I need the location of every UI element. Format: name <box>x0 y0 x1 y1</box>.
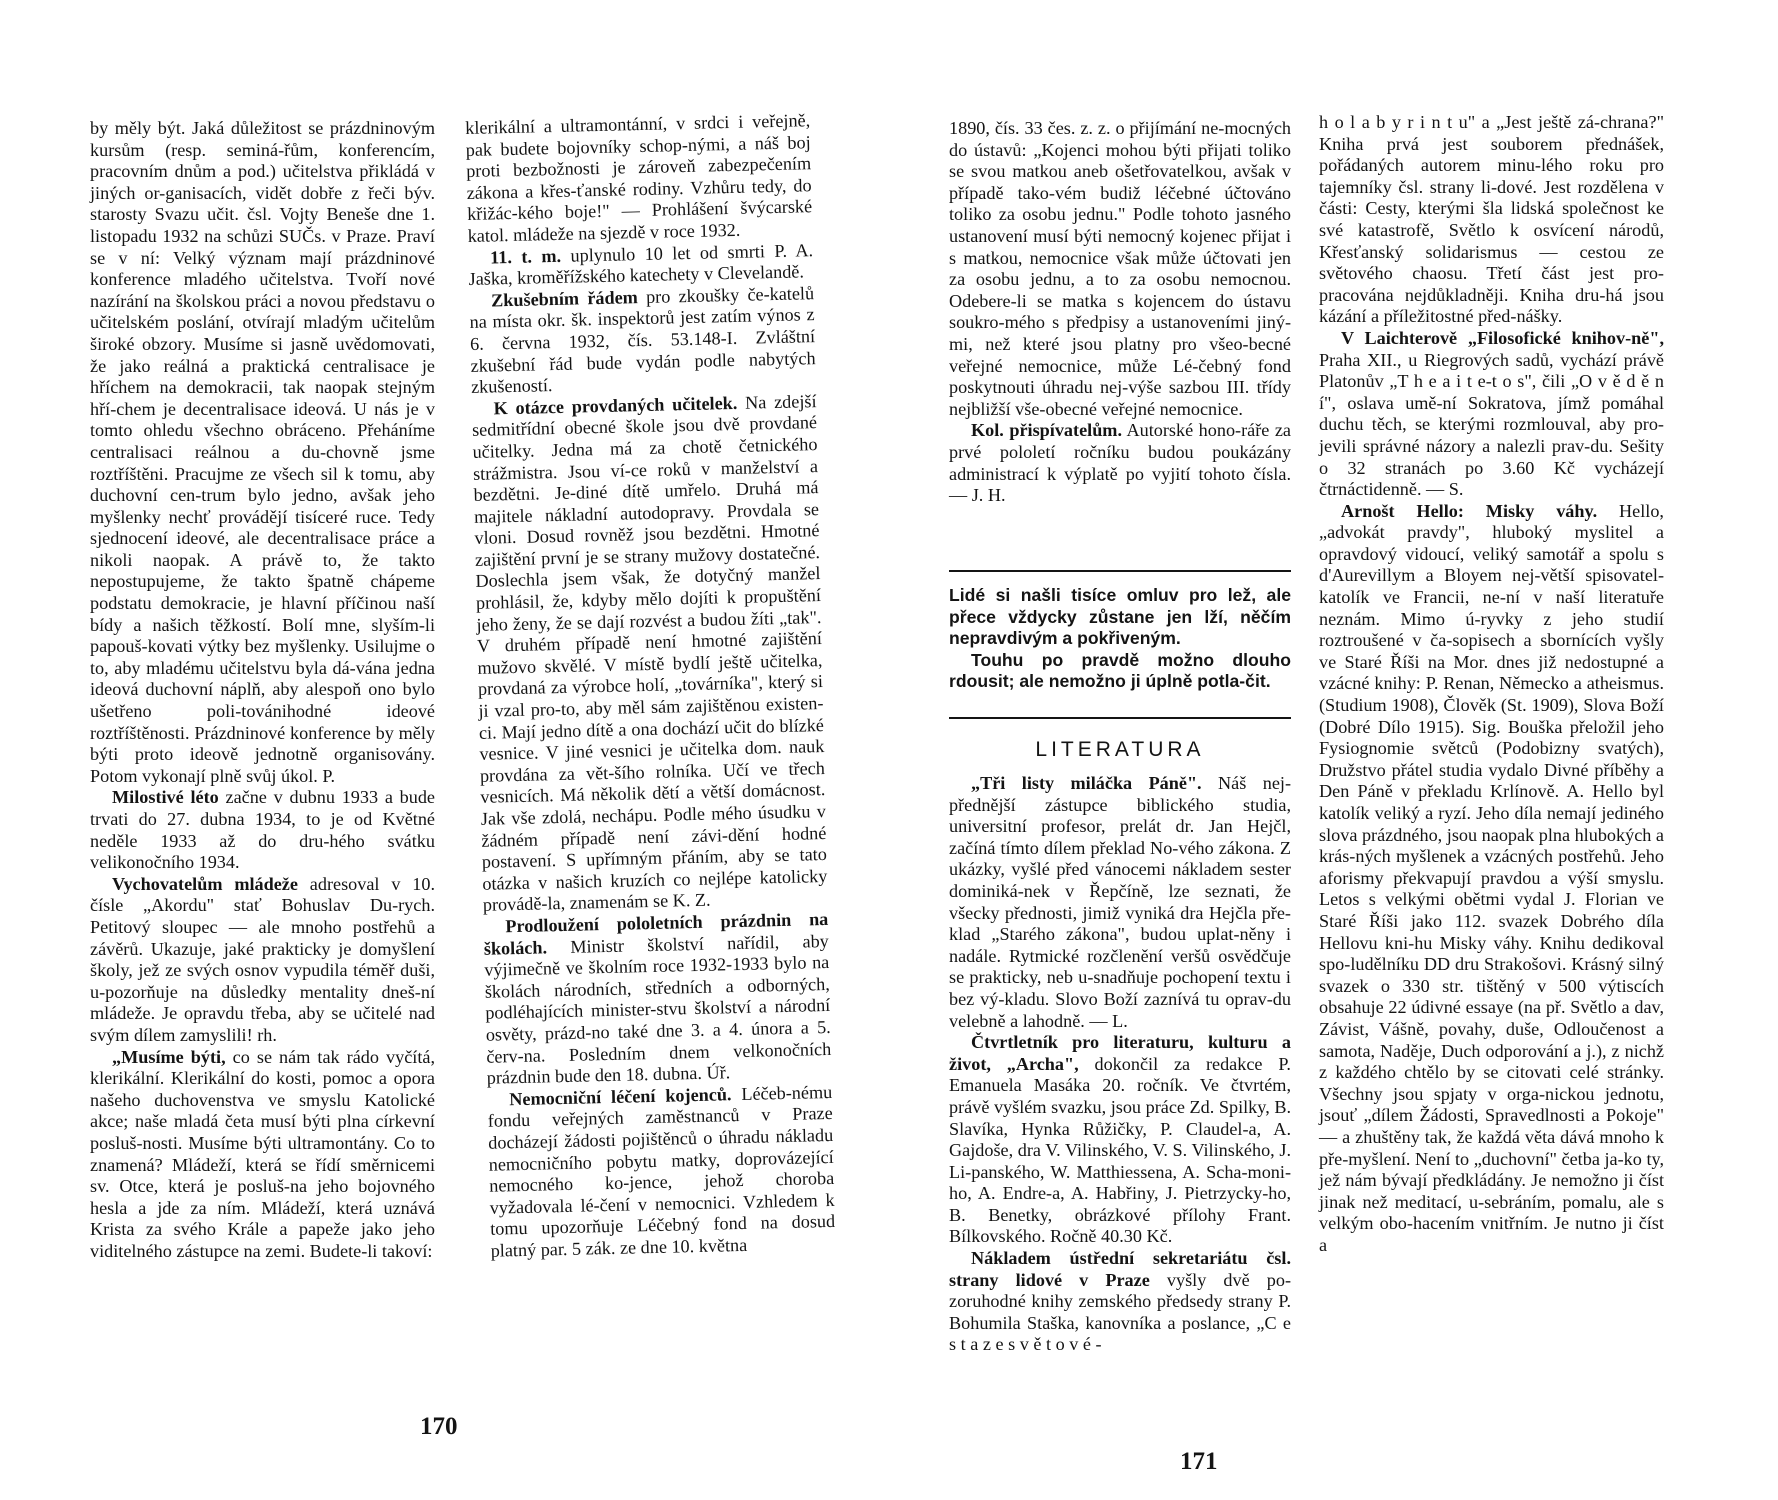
paragraph-heading: Nákladem ústřední sekretariátu čsl. strany lidové v Praze <box>949 1248 1291 1290</box>
right-page-column-2 <box>1319 112 1664 1256</box>
paragraph-text: dokončil za redakce P. Emanuela Masáka 20. ročník. Ve čtvrtém, právě vyšlém svazku, jsou práce Zd. Spilky, B. Slavíka, Hynka Růžičky, P. Claudel-a, A. Gajdoše, dra V. Vilinského, V. S. Vilinského, J. Li-panského, W. Matthiessena, A. Scha-moni-ho, A. Endre-a, A. Habřiny, J. Pietrzycky-ho, B. Benetky, obrázkové přílohy Frant. Bílkovského. Ročně 40.30 Kč. <box>949 1053 1291 1247</box>
paragraph <box>471 391 828 917</box>
paragraph-text: co se nám tak rádo vyčítá, klerikální. Klerikální do kosti, pomoc a opora našeho duchovenstva ve smyslu Katolické akce; naše mladá četa musí býti plna církevní posluš-nosti. Musíme býti ultramontány. Co to znamená? Mládeží, která se řídí směrnicemi sv. Otce, která je posluš-na jeho bojovného hesla a jde za ním. Mládeží, která uznává Krista za svého Krále a papeže jako jeho viditelného zástupce na zemi. Budete-li takoví: <box>90 1046 435 1261</box>
paragraph-heading: 11. t. m. <box>489 245 562 268</box>
paragraph <box>949 773 1291 1032</box>
paragraph-heading: Čtvrtletník pro literaturu, kulturu a život, „Archa", <box>949 1032 1291 1074</box>
paragraph <box>949 1032 1291 1248</box>
paragraph <box>487 1082 836 1263</box>
paragraph-heading: Kol. přispívatelům. <box>971 420 1123 441</box>
paragraph <box>1319 328 1664 501</box>
paragraph-heading: Zkušebním řádem <box>490 286 639 311</box>
paragraph-text: pro zkoušky če-katelů na místa okr. šk. inspektorů jest zatím výnos z 6. června 1932, čís. 53.148-I. Zvláštní zkušební řád bude vydán podle nabytých zkušeností. <box>469 282 816 398</box>
paragraph-heading: Arnošt Hello: Misky váhy. <box>1341 500 1598 521</box>
paragraph <box>90 787 435 873</box>
page-number-left: 170 <box>420 1413 458 1440</box>
quote-top-rule <box>949 570 1291 572</box>
paragraph <box>949 1248 1291 1356</box>
paragraph-heading: Nemocniční léčení kojenců. <box>509 1083 732 1109</box>
paragraph <box>1319 501 1664 1257</box>
boxed-quote <box>949 585 1291 693</box>
paragraph-text: Praha XII., u Riegrových sadů, vychází právě Platonův „T h e a i t e-t o s", čili „O v ě d ě n í", oslava umě-ní Sokratova, jímž pomáhal duchu těch, se kterými rozmlouval, aby pro-jevili správné názory a nalezli prav-du. Sešity o 32 stranách po 3.60 Kč vycházejí čtrnáctidenně. — S. <box>1319 349 1664 500</box>
paragraph <box>465 110 813 247</box>
paragraph <box>469 283 816 399</box>
paragraph-heading: Vychovatelům mládeže <box>112 873 298 894</box>
paragraph-heading: V Laichterově „Filosofické knihov-ně", <box>1341 327 1664 348</box>
quote-line-2: Touhu po pravdě možno dlouho rdousit; ale nemožno ji úplně potla-čit. <box>949 649 1291 692</box>
page-number-right: 171 <box>1180 1448 1218 1475</box>
quote-bottom-rule <box>949 717 1291 719</box>
paragraph <box>483 909 832 1090</box>
paragraph-heading: Milostivé léto <box>112 787 219 808</box>
paragraph-heading: Prodloužení pololetních prázdnin na školách. <box>483 908 829 959</box>
paragraph-text: adresoval v 10. čísle „Akordu" stať Bohuslav Du-rych. Petitový sloupec — ale mnoho postřehů a závěrů. Ukazuje, jaké prakticky je domyšlení školy, jež ze svých osnov vypudila téměř duši, u-pozorňuje na důsledky mentality dneš-ní mládeže. Je opravdu třeba, aby se učitelé nad svým dílem zamyslili! rh. <box>90 873 435 1045</box>
paragraph <box>949 420 1291 506</box>
paragraph-text: vyšly dvě po-zoruhodné knihy zemského předsedy strany P. Bohumila Staška, kanovníka a poslance, „C e s t a z e s v ě t o v é - <box>949 1269 1291 1355</box>
right-page-column-1-bottom <box>949 773 1291 1356</box>
paragraph-heading: „Tři listy miláčka Páně". <box>971 773 1202 793</box>
paragraph-text: Náš nej-přednější zástupce biblického studia, universitní profesor, prelát dr. Jan Hejčl, začíná tímto dílem překlad No-vého zákona. Z ukázky, vyšlé před vánocemi nákladem sester dominiká-nek v Řepčíně, lze seznati, že všecky přednosti, jimiž vyniká dra Hejčla pře-klad „Starého zákona", budou uplat-něny i nadále. Rytmické rozčlenění veršů osvědčuje se prakticky, neb u-snadňuje pochopení textu i bez vý-kladu. Slovo Boží zaznívá tu oprav-du velebně a lahodně. — L. <box>949 773 1292 1031</box>
paragraph-text: Na zdejší sedmitřídní obecné škole jsou dvě provdané učitelky. Jedna má za chotě četnického strážmistra. Jsou ví-ce roků v manželství a bezdětni. Je-diné dítě umřelo. Druhá má majitele nákladní autodopravy. Provdala se vloni. Dosud rovněž jsou bezdětni. Hmotné zajištění první je se strany mužovy dostatečné. Doslechla jsem však, že dotyčný manžel prohlásil, že, kdyby mělo dojíti k propuštění jeho ženy, že se dají rozvést a budou žíti „tak". V druhém případě není hmotné zajištění mužovo skvělé. V místě bydlí ještě učitelka, provdaná za výrobce holí, „továrníka", který si ji vzal pro-to, aby měl sám zajištěnou existen-ci. Mají jedno dítě a ona dochází učit do blízké vesnice. V jiné vesnici je učitelka dom. nauk provdána za vět-šího rolníka. Učí ve třech vesnicích. Má několik dětí a větší domácnost. Jak vše zdolá, nechápu. Podle mého úsudku v žádném případě není závi-dění hodné postavení. S upřímným přáním, aby se tato otázka v našich kruzích co nejlépe katolicky provádě-la, znamenám se K. Z. <box>471 390 828 916</box>
paragraph <box>1319 112 1664 328</box>
paragraph <box>90 874 435 1047</box>
paragraph <box>90 1047 435 1263</box>
paragraph-text: h o l a b y r i n t u" a „Jest ještě zá-chrana?" Kniha prvá jest souborem přednášek, pořádaných autorem minu-lého roku pro tajemníky čsl. strany li-dové. Jest rozdělena v části: Cesty, kterými šla lidská společnost ke své katastrofě, Světlo k osvícení národů, Křesťanský solidarismus — cestou ze světového chaosu. Třetí část jest pro-pracována nejdůkladněji. Kniha dru-há jsou kázání a příležitostné před-nášky. <box>1319 112 1664 327</box>
paragraph-text: Ministr školství nařídil, aby výjimečně ve školním roce 1932-1933 bylo na školách národních, středních a odborných, podléhajících minister-stvu školství a národní osvěty, prázd-no také dne 3. a 4. února a 5. červ-na. Posledním dnem velkonočních prázdnin bude den 18. dubna. Úř. <box>484 930 832 1088</box>
quote-line-1: Lidé si našli tisíce omluv pro lež, ale přece vždycky zůstane jen lží, něčím nepravdivým a pokřiveným. <box>949 585 1291 649</box>
paragraph <box>90 118 435 787</box>
paragraph <box>949 118 1291 420</box>
left-page-column-1 <box>90 118 435 1262</box>
paragraph-text: klerikální a ultramontánní, v srdci i veřejně, pak budete bojovníky schop-nými, a náš boj proti bezbožnosti je zároveň zabezpečením zákona a křes-ťanské rodiny. Vzhůru tedy, do křižác-kého boje!" — Prohlášení švýcarské katol. mládeže na sjezdě v roce 1932. <box>465 110 813 246</box>
left-page-column-2 <box>465 110 836 1262</box>
paragraph-text: začne v dubnu 1933 a bude trvati do 27. dubna 1934, to je od Květné neděle 1933 až do dru-hého svátku velikonočního 1934. <box>90 787 435 873</box>
paragraph-heading: K otázce provdaných učitelek. <box>493 392 738 419</box>
right-page-column-1-top <box>949 118 1291 507</box>
paragraph-text: Léčeb-nému fondu veřejných zaměstnanců v Praze docházejí žádosti pojištěnců o úhradu nákladu nemocničního pobytu matky, doprovázející nemocného ko-jence, jehož choroba vyžadovala lé-čení v nemocnici. Vzhledem k tomu upozorňuje Léčebný fond na dosud platný par. 5 zák. ze dne 10. května <box>487 1081 836 1261</box>
paragraph-text: by měly být. Jaká důležitost se prázdninovým kursům (resp. seminá-řům, konferencím, pracovním dnům a pod.) učitelstva přikládá v jiných or-ganisacích, vidět dobře z řeči býv. starosty Svazu učit. čsl. Vojty Beneše dne 1. listopadu 1932 na schůzi SUČs. v Praze. Praví se v ní: Velký význam mají prázdninové konference mladého učitelstva. Tvoří nové nazírání na školskou práci a novou představu o učitelském poslání, otvírají mladým učitelům široké obzory. Musíme si jasně uvědomovati, že jako reálná a praktická centralisace je hříchem na demokracii, tak naopak stejným hří-chem je decentralisace ideová. U nás je v tomto ohledu všechno obráceno. Přeháníme centralisaci reálnou a du-chovně jsme roztříštěni. Pracujme ze všech sil k tomu, aby duchovní cen-trum bylo jedno, avšak jeho myšlenky nechť provádějí tisíceré ruce. Tedy sjednocení ideové, ale decentralisace práce a nikoli naopak. A právě to, že takto nepostupujeme, že takto špatně chápeme podstatu demokracie, je hlavní příčinou naší bídy a našich těžkostí. Bolí mne, slyším-li papouš-kovati výtky bez myšlenky. Usilujme o to, aby mladému učitelstvu byla dá-vána jedna ideová duchovní náplň, aby alespoň ono bylo ušetřeno poli-továnihodné ideové roztříštěnosti. Prázdninové konference by měly býti proto ideově jednotně organisovány. Potom vykonají plně svůj úkol. P. <box>90 118 435 786</box>
paragraph-heading: „Musíme býti, <box>112 1046 226 1067</box>
right-page <box>889 0 1778 1500</box>
paragraph-text: 1890, čís. 33 čes. z. z. o přijímání ne-mocných do ústavů: „Kojenci mohou býti přijati toliko se svou matkou aneb ošetřovatelkou, avšak v případě tako-vém budiž léčebné účtováno toliko za osobu jednu." Podle tohoto jasného ustanovení musí býti nemocný kojenec přijat i s matkou, nemocnice však může účtovati jen za osobu jednu, a to za osobu nemocnou. Odebere-li se matka s kojencem do ústavu soukro-mého s předpisy a ustanoveními jiný-mi, než které jsou platny pro všeo-becné veřejné nemocnice, může Lé-čebný fond poskytnouti úhradu nej-výše sazbou III. třídy nejbližší vše-obecné veřejné nemocnice. <box>949 118 1291 419</box>
paragraph-text: Autorské hono-ráře za prvé pololetí ročníku budou poukázány administrací k výplatě po vyjití tohoto čísla. — J. H. <box>949 420 1291 506</box>
section-title-literatura: LITERATURA <box>1035 738 1205 761</box>
paragraph-text: uplynulo 10 let od smrti P. A. Jaška, kroměřížského katechety v Clevelandě. <box>468 239 814 290</box>
paragraph-text: Hello, „advokát pravdy", hluboký myslitel a opravdový vidoucí, veliký samotář a spolu s d'Aurevillym a Bloyem nej-větší spisovatel-katolík ve Francii, ne-ní v naší literatuře neznám. Mimo ú-ryvky z jeho studií roztroušené v ča-sopisech a sbornících vyšly ve Staré Říši na Mor. dnes již nedostupné a vzácné knihy: P. Renan, Německo a atheismus. (Studium 1908), Člověk (St. 1909), Slova Boží (Dobré Dílo 1915). Sig. Bouška přeložil jeho Fysiognomie světců (Podobizny svatých), Družstvo přátel studia vydalo Divné příběhy a Den Páně v překladu Krlínově. A. Hello byl katolík veliký a ryzí. Jeho díla nemají jediného slova prázdného, jsou naopak plna hlubokých a krás-ných myšlenek a vzácných postřehů. Jeho aforismy překvapují pravdou a výší smyslu. Letos s velkými obětmi vydal J. Florian ve Staré Říši jako 112. svazek Dobrého díla Hellovu kni-hu Misky váhy. Knihu dedikoval spo-ludělníku DD dru Strakošovi. Krásný silný svazek o 330 str. tištěný v 500 výtiscích obsahuje 22 údivné essaye (na př. Světlo a dav, Závist, Vášně, povahy, duše, Odloučenost a samota, Naděje, Duch odporování a j.), z nichž z každého chtělo by se citovati celé stránky. Všechny jsou spjaty v orga-nickou jednotu, jsouť „dílem Žádosti, Spravedlnosti a Pokoje" — a zhuštěny tak, že každá věta dává mnoho k pře-myšlení. Není to „duchovní" četba ja-ko ty, jež nám bývají předkládány. Je nemožno ji číst jinak než meditací, u-sebráním, pomalu, ale s velkým obo-hacením vnitřním. Je nutno ji číst a <box>1319 500 1664 1255</box>
